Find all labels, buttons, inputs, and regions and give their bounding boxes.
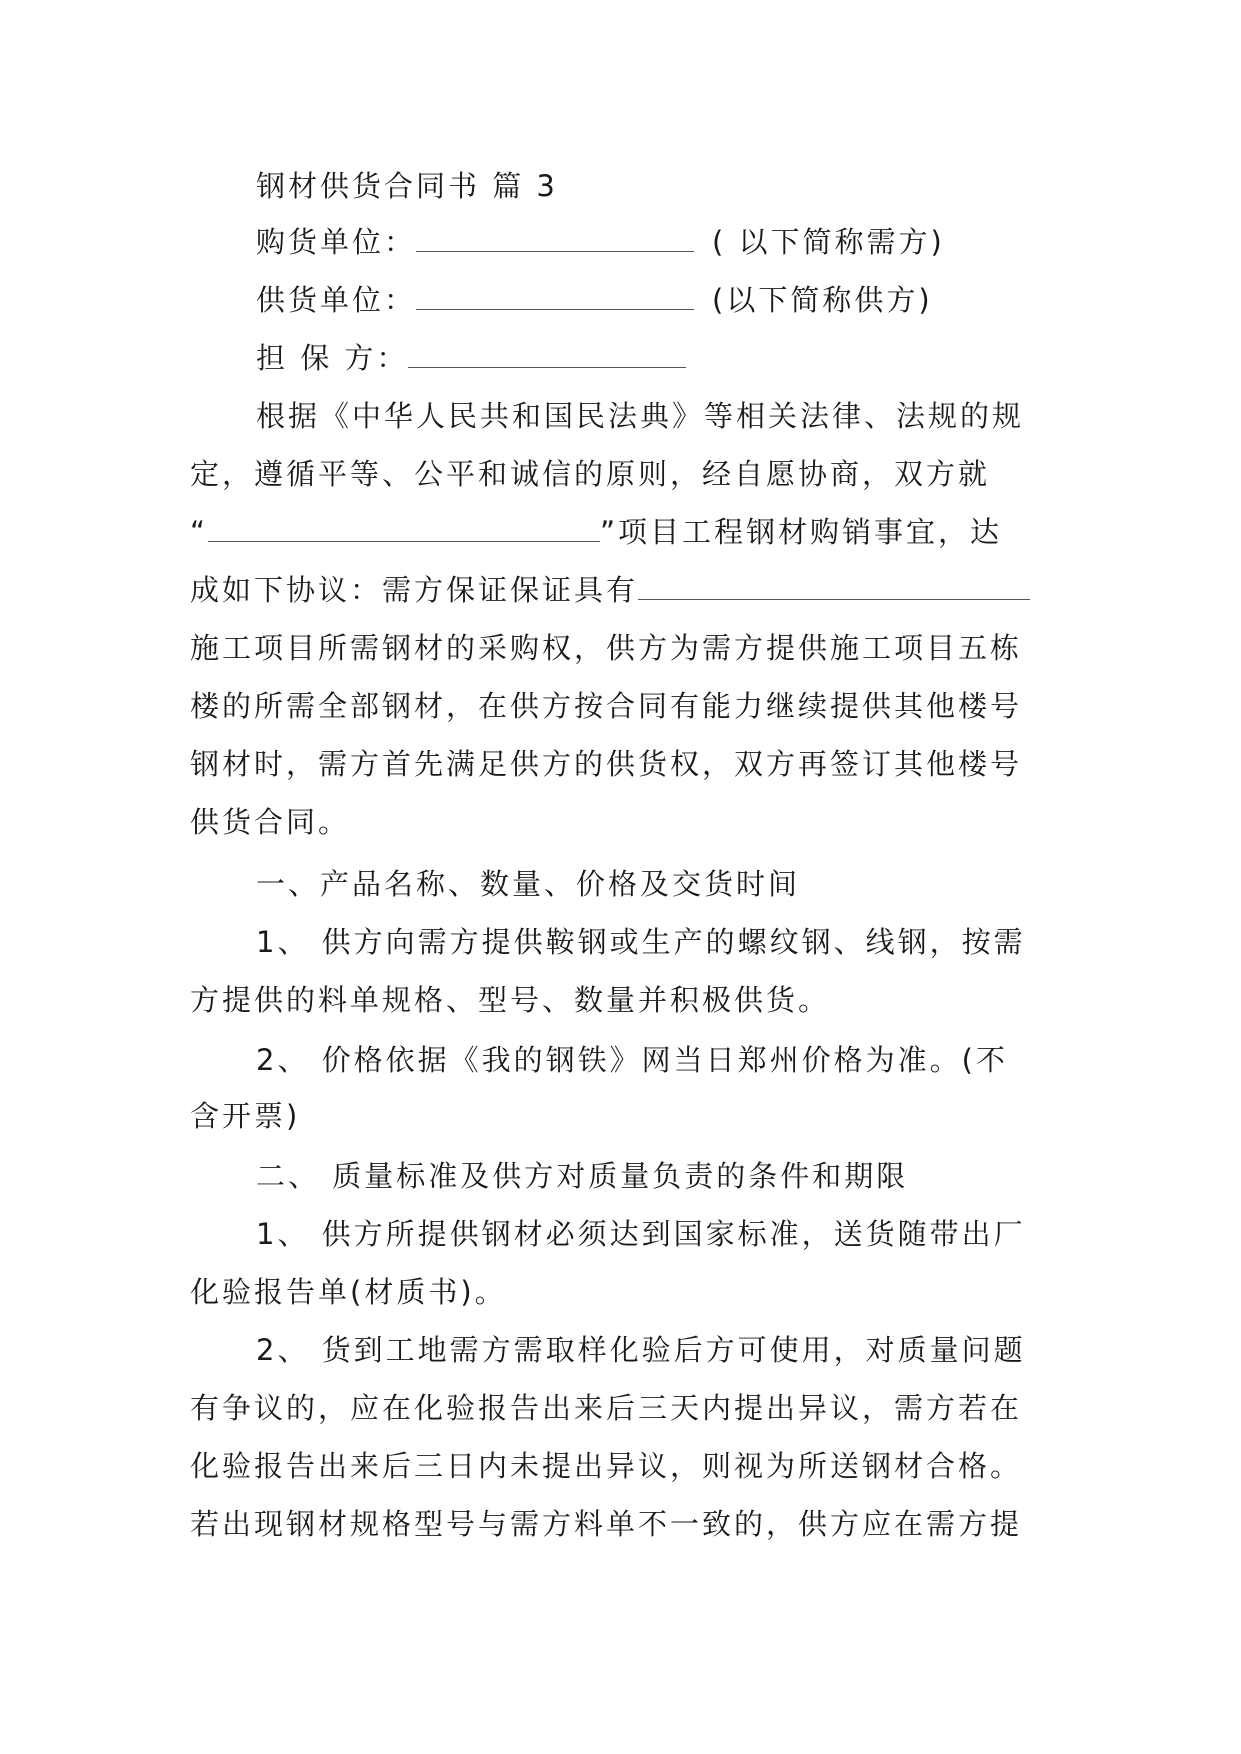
- section-1-item-1-line-1: 1、 供方向需方提供鞍钢或生产的螺纹钢、线钢，按需: [256, 925, 1026, 959]
- intro-line-4: [190, 570, 1030, 610]
- intro-line-6: 楼的所需全部钢材，在供方按合同有能力继续提供其他楼号: [190, 689, 1023, 723]
- intro-line-3: [190, 512, 1002, 552]
- buyer-line: [256, 222, 945, 262]
- section-1-item-2-line-2: 含开票): [190, 1099, 301, 1133]
- section-2-item-1-line-2: 化验报告单(材质书)。: [190, 1275, 507, 1309]
- guarantor-line: [256, 338, 686, 378]
- quote-open: “: [190, 515, 209, 549]
- intro-line-3-text: ”项目工程钢材购销事宜，达: [600, 515, 1003, 549]
- intro-line-7: 钢材时，需方首先满足供方的供货权，双方再签订其他楼号: [190, 747, 1023, 781]
- buyer-blank: [416, 225, 694, 252]
- document-title: 钢材供货合同书 篇 3: [256, 169, 558, 203]
- supplier-suffix: (以下简称供方): [712, 283, 933, 317]
- section-1-item-2-line-1: 2、 价格依据《我的钢铁》网当日郑州价格为准。(不: [256, 1043, 1008, 1077]
- intro-line-2: 定，遵循平等、公平和诚信的原则，经自愿协商，双方就: [190, 457, 991, 491]
- guarantor-blank: [408, 341, 686, 368]
- project-blank: [208, 515, 600, 542]
- supplier-label: 供货单位：: [256, 283, 417, 317]
- section-2-item-2-line-3: 化验报告出来后三日内未提出异议，则视为所送钢材合格。: [190, 1449, 1023, 1483]
- section-2-item-2-line-1: 2、 货到工地需方需取样化验后方可使用，对质量问题: [256, 1333, 1026, 1367]
- section-2-heading: 二、 质量标准及供方对质量负责的条件和期限: [256, 1159, 909, 1193]
- supplier-line: [256, 280, 933, 320]
- intro-line-1: 根据《中华人民共和国民法典》等相关法律、法规的规: [256, 399, 1025, 433]
- buyer-label: 购货单位：: [256, 225, 417, 259]
- section-1-item-1-line-2: 方提供的料单规格、型号、数量并积极供货。: [190, 983, 831, 1017]
- intro-line-5: 施工项目所需钢材的采购权，供方为需方提供施工项目五栋: [190, 631, 1023, 665]
- buyer-suffix: ( 以下简称需方): [712, 225, 945, 259]
- guarantor-label: 担 保 方：: [256, 341, 409, 375]
- rights-blank: [638, 573, 1030, 600]
- section-2-item-1-line-1: 1、 供方所提供钢材必须达到国家标准，送货随带出厂: [256, 1217, 1026, 1251]
- section-1-heading: 一、产品名称、数量、价格及交货时间: [256, 867, 801, 901]
- supplier-blank: [416, 283, 694, 310]
- intro-line-8: 供货合同。: [190, 805, 351, 839]
- intro-line-4-text: 成如下协议：需方保证保证具有: [190, 573, 639, 607]
- section-2-item-2-line-2: 有争议的，应在化验报告出来后三天内提出异议，需方若在: [190, 1391, 1023, 1425]
- section-2-item-2-line-4: 若出现钢材规格型号与需方料单不一致的，供方应在需方提: [190, 1507, 1023, 1541]
